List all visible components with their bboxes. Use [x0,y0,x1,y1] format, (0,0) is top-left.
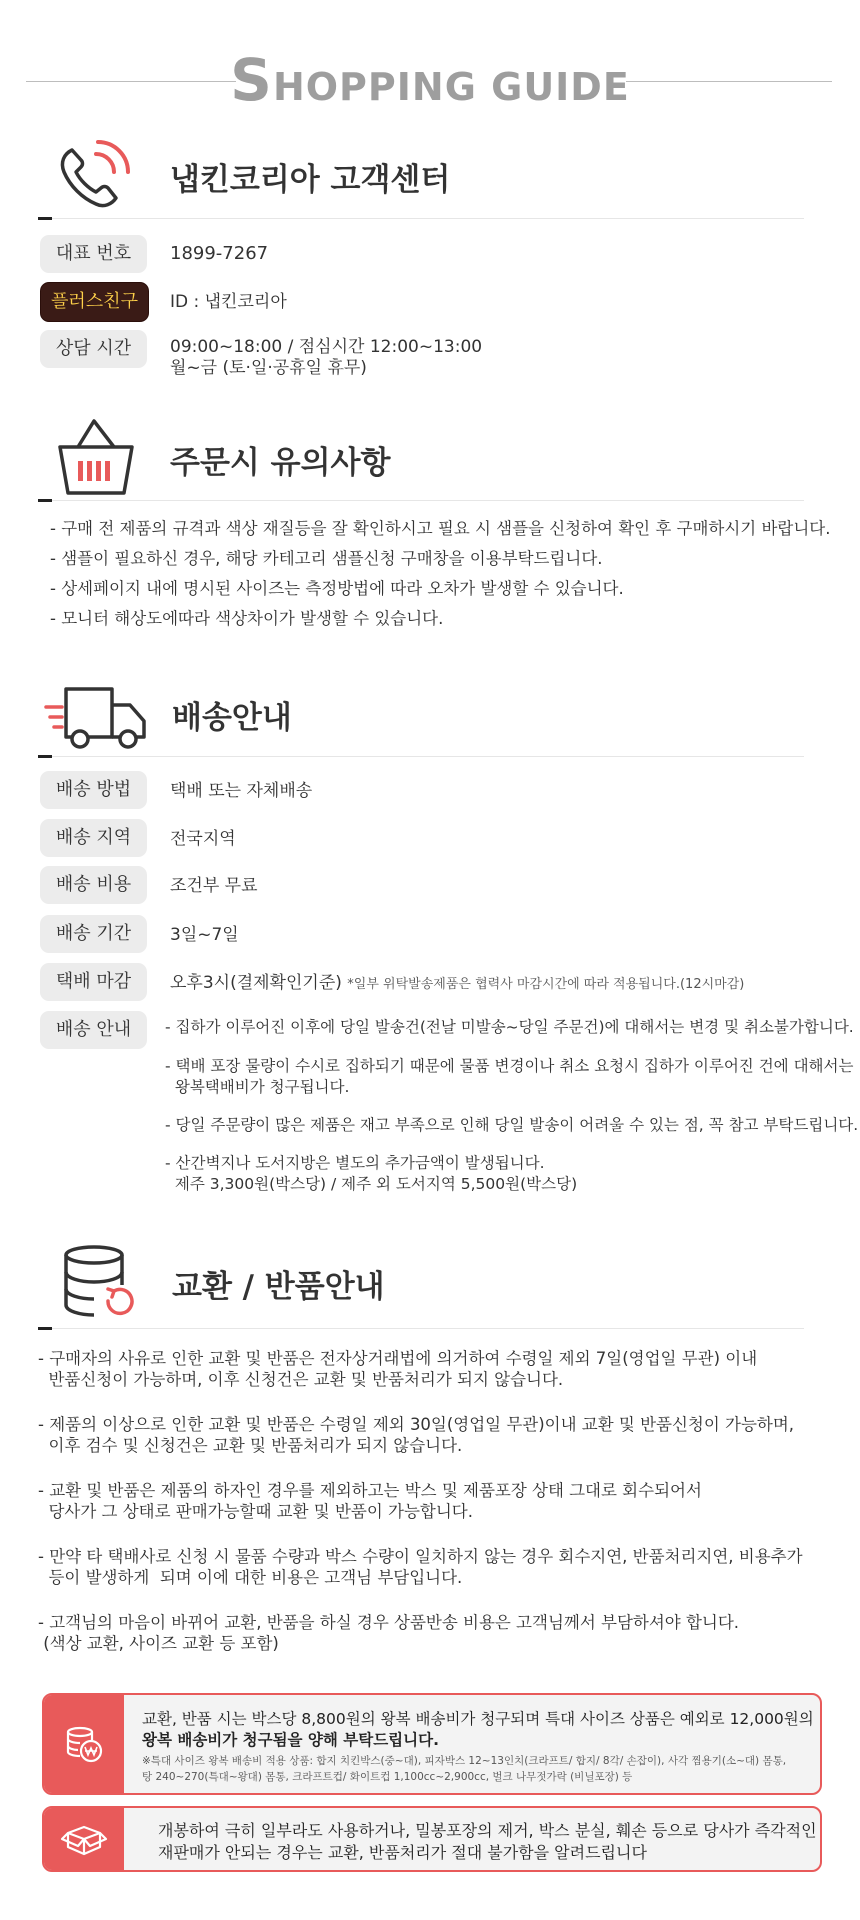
notice-1-line-1: 교환, 반품 시는 박스당 8,800원의 왕복 배송비가 청구되며 특대 사이즈 상품은 예외로 12,000원의 [142,1710,814,1728]
label-period: 배송 기간 [40,915,147,953]
value-cutoff-main: 오후3시(결제확인기준) [170,973,342,993]
exchange-note-4: 이후 검수 및 신청건은 교환 및 반품처리가 되지 않습니다. [38,1436,463,1455]
label-guide: 배송 안내 [40,1011,147,1049]
basket-icon [56,417,136,497]
delivery-guide-4: - 당일 주문량이 많은 제품은 재고 부족으로 인해 당일 발송이 어려울 수 있는 점, 꼭 참고 부탁드립니다. [165,1116,859,1134]
value-phone: 1899-7267 [170,243,269,264]
value-plusfriend: ID : 냅킨코리아 [170,292,287,312]
order-note-3: - 상세페이지 내에 명시된 사이즈는 측정방법에 따라 오차가 발생할 수 있습니다. [50,579,624,598]
label-cost: 배송 비용 [40,866,147,904]
label-cutoff: 택배 마감 [40,963,147,1001]
order-note-2: - 샘플이 필요하신 경우, 해당 카테고리 샘플신청 구매창을 이용부탁드립니다. [50,549,603,568]
exchange-note-1: - 구매자의 사유로 인한 교환 및 반품은 전자상거래법에 의거하여 수령일 제외 7일(영업일 무관) 이내 [38,1349,758,1368]
exchange-note-6: 당사가 그 상태로 판매가능할때 교환 및 반품이 가능합니다. [38,1502,473,1521]
delivery-guide-1: - 집하가 이루어진 이후에 당일 발송건(전날 미발송~당일 주문건)에 대해서는 변경 및 취소불가합니다. [165,1018,854,1036]
truck-icon [44,685,148,751]
delivery-guide-5: - 산간벽지나 도서지방은 별도의 추가금액이 발생됩니다. [165,1154,545,1172]
delivery-guide-3: 왕복택배비가 청구됩니다. [165,1078,350,1096]
coins-icon [64,1724,104,1764]
delivery-guide-2: - 택배 포장 물량이 수시로 집하되기 때문에 물품 변경이나 취소 요청시 집하가 이루어진 건에 대해서는 [165,1057,854,1075]
order-tick [38,499,52,502]
label-method: 배송 방법 [40,771,147,809]
value-period: 3일~7일 [170,925,239,945]
value-region: 전국지역 [170,829,236,849]
cs-divider [52,218,804,219]
value-hours-1: 09:00~18:00 / 점심시간 12:00~13:00 [170,337,483,357]
label-phone: 대표 번호 [40,235,147,273]
label-plusfriend: 플러스친구 [40,282,149,322]
exchange-note-8: 등이 발생하게 되며 이에 대한 비용은 고객님 부담입니다. [38,1568,463,1587]
notice-side-bar-2 [44,1808,124,1870]
notice-side-bar [44,1695,124,1793]
value-cutoff [170,972,744,996]
value-cost: 조건부 무료 [170,876,258,896]
delivery-divider [52,756,804,757]
exchange-note-9: - 고객님의 마음이 바뀌어 교환, 반품을 하실 경우 상품반송 비용은 고객님께서 부담하셔야 합니다. [38,1613,740,1632]
exchange-title: 교환 / 반품안내 [172,1269,385,1305]
order-note-1: - 구매 전 제품의 규격과 색상 재질등을 잘 확인하시고 필요 시 샘플을 신청하여 확인 후 구매하시기 바랍니다. [50,519,831,538]
label-region: 배송 지역 [40,819,147,857]
notice-2-line-2: 재판매가 안되는 경우는 교환, 반품처리가 절대 불가함을 알려드립니다 [158,1843,647,1862]
exchange-tick [38,1327,52,1330]
exchange-note-5: - 교환 및 반품은 제품의 하자인 경우를 제외하고는 박스 및 제품포장 상태 그대로 회수되어서 [38,1481,702,1500]
label-hours: 상담 시간 [40,330,147,368]
notice-1-small-1: ※특대 사이즈 왕복 배송비 적용 상품: 합지 치킨박스(중~대), 피자박스 12~13인치(크라프트/ 합지/ 8각/ 손잡이), 사각 찜용기(소~대) 몸통, [142,1755,787,1767]
order-title: 주문시 유의사항 [170,445,391,481]
exchange-note-3: - 제품의 이상으로 인한 교환 및 반품은 수령일 제외 30일(영업일 무관)이내 교환 및 반품신청이 가능하며, [38,1415,795,1434]
value-method: 택배 또는 자체배송 [170,781,313,801]
exchange-note-10: (색상 교환, 사이즈 교환 등 포함) [38,1634,279,1653]
notice-2-line-1: 개봉하여 극히 일부라도 사용하거나, 밀봉포장의 제거, 박스 분실, 훼손 등으로 당사가 즉각적인 [158,1821,817,1840]
notice-1-line-2: 왕복 배송비가 청구됨을 양해 부탁드립니다. [142,1731,439,1749]
delivery-title: 배송안내 [172,700,292,736]
order-note-4: - 모니터 해상도에따라 색상차이가 발생할 수 있습니다. [50,609,444,628]
delivery-tick [38,755,52,758]
order-divider [52,500,804,501]
exchange-note-7: - 만약 타 택배사로 신청 시 물품 수량과 박스 수량이 일치하지 않는 경우 회수지연, 반품처리지연, 비용추가 [38,1547,803,1566]
exchange-divider [52,1328,804,1329]
phone-icon [58,140,130,212]
no-return-notice [42,1806,822,1872]
notice-1-small-2: 탕 240~270(특대~왕대) 몸통, 크라프트컵/ 화이트컵 1,100cc~2,900cc, 벌크 나무젓가락 (비닐포장) 등 [142,1771,633,1783]
exchange-note-2: 반품신청이 가능하며, 이후 신청건은 교환 및 반품처리가 되지 않습니다. [38,1370,564,1389]
value-cutoff-note: *일부 위탁발송제품은 협력사 마감시간에 따라 적용됩니다.(12시마감) [347,977,745,992]
cs-title: 냅킨코리아 고객센터 [170,162,451,198]
open-box-icon [60,1821,108,1857]
shipping-fee-notice [42,1693,822,1795]
value-hours-2: 월~금 (토·일·공휴일 휴무) [170,358,367,378]
page-title: SHOPPING GUIDE [230,46,630,114]
cs-tick [38,217,52,220]
database-return-icon [62,1245,138,1321]
delivery-guide-6: 제주 3,300원(박스당) / 제주 외 도서지역 5,500원(박스당) [165,1175,578,1193]
